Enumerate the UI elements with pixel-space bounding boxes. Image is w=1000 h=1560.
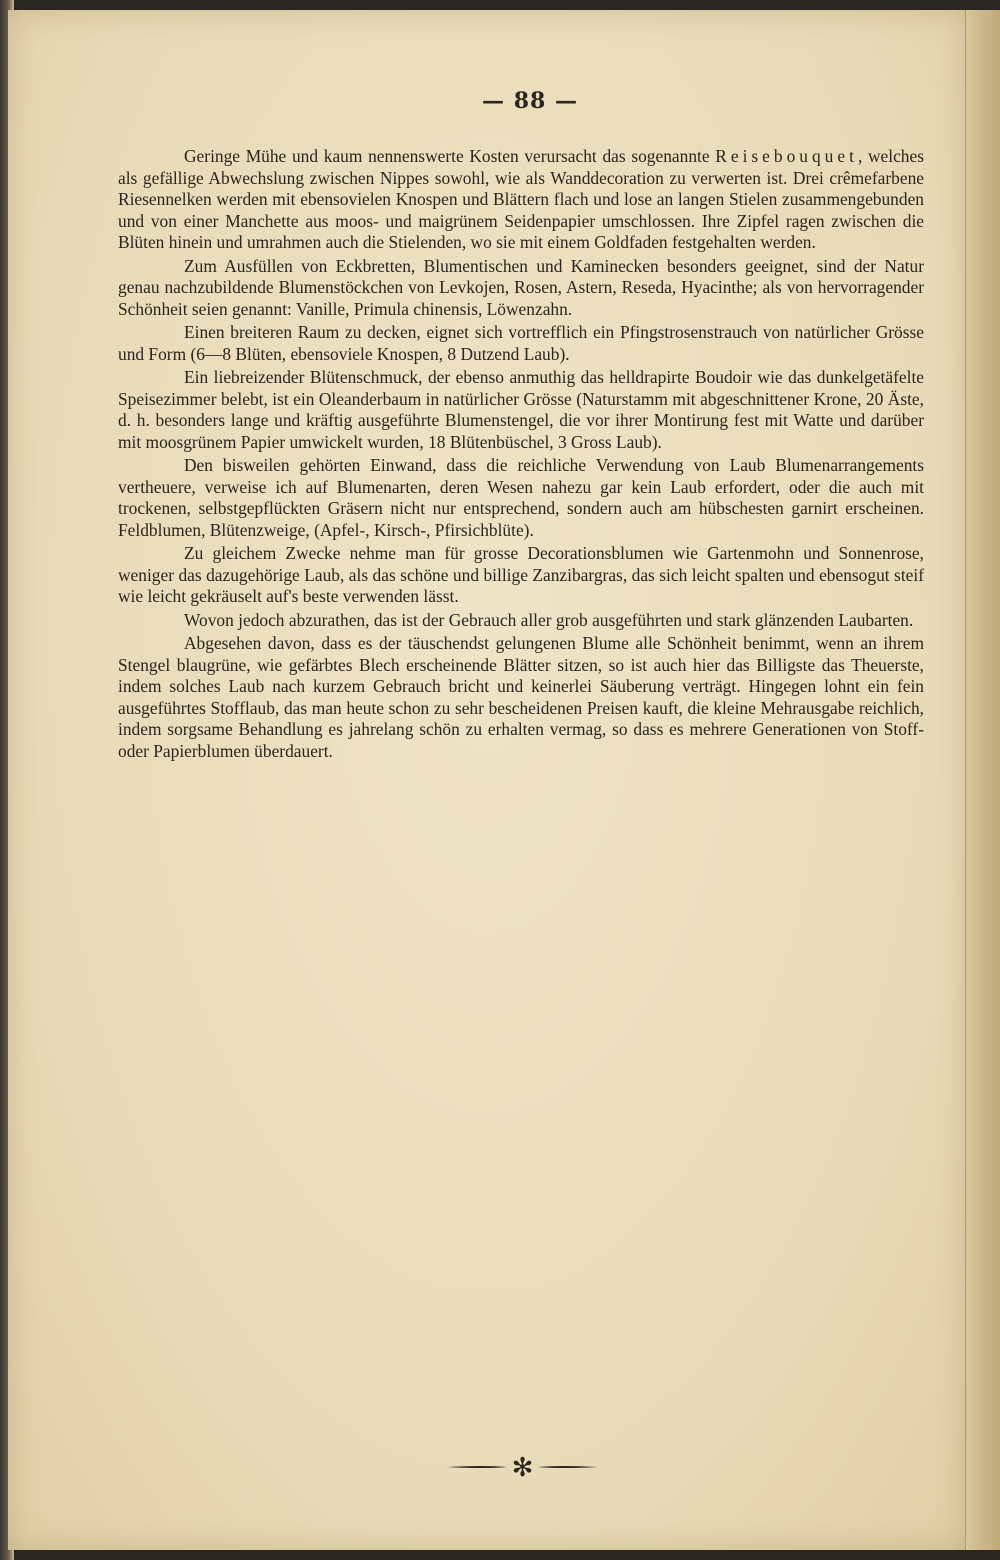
paragraph-3: Einen breiteren Raum zu decken, eignet sich vortrefflich ein Pfingstrosenstrauch von natürlicher Grösse und Form (6—8 Blüten, ebensoviele Knospen, 8 Dutzend Laub). xyxy=(118,322,924,364)
asterism-divider-icon xyxy=(445,1452,600,1482)
page-number: — 88 — xyxy=(482,88,578,114)
paragraph-1-lead: Geringe Mühe und kaum nennenswerte Kosten verursacht das sogenannte xyxy=(184,146,716,166)
paragraph-4: Ein liebreizender Blütenschmuck, der ebenso anmuthig das helldrapirte Boudoir wie das dunkelgetäfelte Speisezimmer belebt, ist ein Oleanderbaum in natürlicher Grösse (Naturstamm mit abgeschnittener Krone, 20 Äste, d. h. besonders lange und kräftig ausgeführte Blumenstengel, die vor ihrer Montirung fest mit Watte und darüber mit moosgrünem Papier umwickelt wurden, 18 Blütenbüschel, 3 Gross Laub). xyxy=(118,367,924,452)
page-body-text xyxy=(118,146,924,764)
paragraph-7: Wovon jedoch abzurathen, das ist der Gebrauch aller grob ausgeführten und stark glänzenden Laubarten. xyxy=(184,609,914,630)
paragraph-2: Zum Ausfüllen von Eckbretten, Blumentischen und Kaminecken besonders geeignet, sind der Natur genau nachzubildende Blumenstöckchen von Levkojen, Rosen, Astern, Reseda, Hyacinthe; als von hervorragender Schönheit seien genannt: Vanille, Primula chinensis, Löwenzahn. xyxy=(118,255,924,319)
paragraph-6: Zu gleichem Zwecke nehme man für grosse Decorationsblumen wie Gartenmohn und Sonnenrose, weniger das dazugehörige Laub, als das schöne und billige Zanzibargras, das sich leicht spalten und ebensogut steif wie leicht gekräuselt auf's beste verwenden lässt. xyxy=(118,543,924,606)
paragraph-1-rest: , welches als gefällige Abwechslung zwischen Nippes sowohl, wie als Wanddecoration zu verwerten ist. Drei crêmefarbene Riesennelken werden mit ebensovielen Knospen und Blättern flach und lose an langen Stielen zusammengebunden und von einer Manchette aus moos- und maigrünem Seidenpapier umschlossen. Ihre Zipfel ragen zwischen die Blüten hinein und umrahmen auch die Stielenden, wo sie mit einem Goldfaden festgehalten werden. xyxy=(118,146,924,252)
paragraph-1 xyxy=(118,146,924,254)
paragraph-5: Den bisweilen gehörten Einwand, dass die reichliche Verwendung von Laub Blumenarrangements vertheuere, verweise ich auf Blumenarten, deren Wesen nahezu gar kein Laub erfordert, oder die auch mit trockenen, selbstgepflückten Gräsern nicht nur entsprechend, sondern auch am hübschesten garnirt erscheinen. Feldblumen, Blütenzweige, (Apfel-, Kirsch-, Pfirsichblüte). xyxy=(118,455,924,540)
ornament-glyph: ✻ xyxy=(511,1453,534,1482)
reisebouquet-term: Reisebouquet xyxy=(715,146,858,166)
paragraph-8: Abgesehen davon, dass es der täuschendst gelungenen Blume alle Schönheit benimmt, wenn an ihrem Stengel blaugrüne, wie gefärbtes Blech erscheinende Blätter sitzen, so ist auch hier das Billigste das Theuerste, indem solches Laub nach kurzem Gebrauch bricht und keinerlei Säuberung verträgt. Hingegen lohnt ein fein ausgeführtes Stofflaub, das man heute schon zu sehr bescheidenen Preisen kauft, die kleine Mehrausgabe reichlich, indem sorgsame Behandlung es jahrelang schön zu erhalten vermag, so dass es mehrere Generationen von Stoff- oder Papierblumen überdauert. xyxy=(118,633,924,761)
page-right-edge xyxy=(965,10,1000,1550)
